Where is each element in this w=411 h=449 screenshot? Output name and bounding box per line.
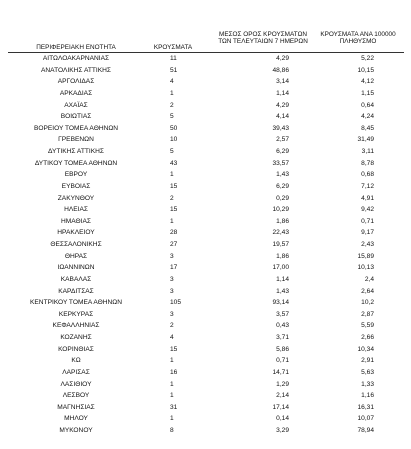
cases-cell: 4 xyxy=(170,78,174,86)
cases-cell: 17 xyxy=(170,264,178,272)
rate-cell: 8,45 xyxy=(361,124,374,132)
region-name-cell: ΒΟΙΩΤΙΑΣ xyxy=(60,113,92,121)
cases-cell: 28 xyxy=(170,229,178,237)
table-row xyxy=(0,309,411,321)
cases-cell: 105 xyxy=(170,299,182,307)
header-rate-line2: ΠΛΗΘΥΣΜΟ xyxy=(339,38,377,46)
avg-cell: 1,29 xyxy=(276,380,289,388)
cases-cell: 3 xyxy=(170,252,174,260)
table-row xyxy=(0,169,411,181)
rate-cell: 16,31 xyxy=(357,403,374,411)
header-cases: ΚΡΟΥΣΜΑΤΑ xyxy=(153,44,193,51)
table-row xyxy=(0,344,411,356)
region-name-cell: ΜΑΓΝΗΣΙΑΣ xyxy=(57,403,95,411)
avg-cell: 1,86 xyxy=(276,252,289,260)
table-row xyxy=(0,204,411,216)
table-row xyxy=(0,65,411,77)
rate-cell: 2,66 xyxy=(361,334,374,341)
header-cases-per-100k xyxy=(312,31,404,45)
avg-cell: 4,29 xyxy=(276,55,289,62)
table-row xyxy=(0,123,411,135)
region-name-cell: ΙΩΑΝΝΙΝΩΝ xyxy=(57,264,95,272)
cases-cell: 31 xyxy=(170,403,178,411)
cases-cell: 2 xyxy=(170,194,174,202)
avg-cell: 3,57 xyxy=(276,310,289,318)
rate-cell: 10,2 xyxy=(361,299,374,307)
cases-cell: 2 xyxy=(170,322,174,330)
cases-cell: 8 xyxy=(170,427,174,434)
region-name-cell: ΔΥΤΙΚΟΥ ΤΟΜΕΑ ΑΘΗΝΩΝ xyxy=(34,159,118,167)
cases-cell: 15 xyxy=(170,345,178,353)
region-name-cell: ΚΕΝΤΡΙΚΟΥ ΤΟΜΕΑ ΑΘΗΝΩΝ xyxy=(30,299,122,307)
cases-cell: 1 xyxy=(170,357,174,365)
region-name-cell: ΓΡΕΒΕΝΩΝ xyxy=(58,136,94,144)
avg-cell: 3,14 xyxy=(276,78,289,86)
table-row xyxy=(0,100,411,112)
rate-cell: 4,12 xyxy=(361,78,374,86)
region-name-cell: ΗΛΕΙΑΣ xyxy=(64,206,88,214)
region-name-cell: ΗΜΑΘΙΑΣ xyxy=(61,217,91,225)
avg-cell: 1,14 xyxy=(276,89,289,97)
region-name-cell: ΚΑΒΑΛΑΣ xyxy=(60,275,92,283)
cases-cell: 11 xyxy=(170,55,177,62)
avg-cell: 2,57 xyxy=(276,136,289,144)
header-seven-day-average xyxy=(218,31,308,45)
rate-cell: 31,49 xyxy=(357,136,374,144)
region-name-cell: ΘΕΣΣΑΛΟΝΙΚΗΣ xyxy=(50,241,102,248)
rate-cell: 2,64 xyxy=(361,287,374,295)
cases-cell: 1 xyxy=(170,89,174,97)
avg-cell: 93,14 xyxy=(272,299,289,307)
rate-cell: 9,42 xyxy=(361,206,374,214)
cases-cell: 1 xyxy=(170,380,174,388)
table-row xyxy=(0,239,411,251)
avg-cell: 0,71 xyxy=(276,357,289,365)
header-avg-line2: ΤΩΝ ΤΕΛΕΥΤΑΙΩΝ 7 ΗΜΕΡΩΝ xyxy=(218,38,308,46)
region-name-cell: ΑΙΤΩΛΟΑΚΑΡΝΑΝΙΑΣ xyxy=(42,55,110,62)
avg-cell: 17,00 xyxy=(272,264,289,272)
avg-cell: 17,14 xyxy=(272,403,289,411)
avg-cell: 0,14 xyxy=(276,415,289,423)
region-name-cell: ΚΟΖΑΝΗΣ xyxy=(60,334,92,341)
cases-cell: 16 xyxy=(170,368,178,376)
rate-cell: 1,15 xyxy=(361,89,374,97)
avg-cell: 4,14 xyxy=(276,113,289,121)
region-name-cell: ΖΑΚΥΝΘΟΥ xyxy=(57,194,95,202)
rate-cell: 5,63 xyxy=(361,368,374,376)
rate-cell: 15,89 xyxy=(357,252,374,260)
rate-cell: 0,64 xyxy=(361,101,374,109)
table-row xyxy=(0,286,411,298)
region-name-cell: ΚΑΡΔΙΤΣΑΣ xyxy=(58,287,94,295)
avg-cell: 1,86 xyxy=(276,217,289,225)
cases-cell: 1 xyxy=(170,415,174,423)
table-row xyxy=(0,332,411,344)
avg-cell: 48,86 xyxy=(272,66,289,74)
avg-cell: 22,43 xyxy=(272,229,289,237)
header-region: ΠΕΡΙΦΕΡΕΙΑΚΗ ΕΝΟΤΗΤΑ xyxy=(36,44,116,51)
table-row xyxy=(0,402,411,414)
rate-cell: 8,78 xyxy=(361,159,374,167)
cases-cell: 3 xyxy=(170,287,174,295)
cases-cell: 1 xyxy=(170,392,174,400)
avg-cell: 0,29 xyxy=(276,194,289,202)
cases-cell: 5 xyxy=(170,113,174,121)
region-name-cell: ΜΥΚΟΝΟΥ xyxy=(59,427,93,434)
table-row xyxy=(0,134,411,146)
rate-cell: 2,91 xyxy=(361,357,374,365)
avg-cell: 14,71 xyxy=(272,368,289,376)
table-row xyxy=(0,379,411,391)
table-row xyxy=(0,425,411,437)
rate-cell: 4,91 xyxy=(361,194,374,202)
table-row xyxy=(0,320,411,332)
rate-cell: 5,59 xyxy=(361,322,374,330)
region-name-cell: ΘΗΡΑΣ xyxy=(64,252,88,260)
cases-cell: 15 xyxy=(170,182,178,190)
header-rate-line1: ΚΡΟΥΣΜΑΤΑ ΑΝΑ 100000 xyxy=(320,31,396,38)
region-name-cell: ΚΩ xyxy=(71,357,81,365)
avg-cell: 0,43 xyxy=(276,322,289,330)
rate-cell: 2,87 xyxy=(361,310,374,318)
cases-cell: 27 xyxy=(170,241,178,248)
rate-cell: 10,07 xyxy=(357,415,374,423)
cases-cell: 1 xyxy=(170,171,174,179)
avg-cell: 4,29 xyxy=(276,101,289,109)
table-row xyxy=(0,193,411,205)
table-body xyxy=(0,53,411,437)
table-row xyxy=(0,262,411,274)
avg-cell: 3,29 xyxy=(276,427,289,434)
avg-cell: 39,43 xyxy=(272,124,289,132)
table-row xyxy=(0,53,411,65)
table-row xyxy=(0,146,411,158)
region-name-cell: ΕΒΡΟΥ xyxy=(64,171,88,179)
region-name-cell: ΚΕΡΚΥΡΑΣ xyxy=(58,310,94,318)
cases-cell: 10 xyxy=(170,136,178,144)
rate-cell: 10,15 xyxy=(357,66,374,74)
cases-cell: 2 xyxy=(170,101,174,109)
cases-cell: 3 xyxy=(170,275,174,283)
table-row xyxy=(0,227,411,239)
table-row xyxy=(0,367,411,379)
rate-cell: 2,4 xyxy=(364,275,374,283)
rate-cell: 1,16 xyxy=(361,392,374,400)
region-name-cell: ΑΡΓΟΛΙΔΑΣ xyxy=(57,78,95,86)
region-name-cell: ΔΥΤΙΚΗΣ ΑΤΤΙΚΗΣ xyxy=(48,148,104,155)
table-row xyxy=(0,111,411,123)
cases-cell: 4 xyxy=(170,334,174,341)
table-row xyxy=(0,216,411,228)
rate-cell: 4,24 xyxy=(361,113,374,121)
region-name-cell: ΑΝΑΤΟΛΙΚΗΣ ΑΤΤΙΚΗΣ xyxy=(41,66,111,74)
rate-cell: 7,12 xyxy=(361,182,374,190)
table-row xyxy=(0,274,411,286)
table-row xyxy=(0,251,411,263)
region-name-cell: ΗΡΑΚΛΕΙΟΥ xyxy=(57,229,95,237)
table-row xyxy=(0,76,411,88)
rate-cell: 5,22 xyxy=(361,55,374,62)
table-row xyxy=(0,88,411,100)
cases-cell: 51 xyxy=(170,66,178,74)
avg-cell: 2,14 xyxy=(276,392,289,400)
region-name-cell: ΑΧΑΪΑΣ xyxy=(64,101,88,109)
rate-cell: 10,34 xyxy=(357,345,374,353)
rate-cell: 0,68 xyxy=(361,171,374,179)
avg-cell: 1,43 xyxy=(276,287,289,295)
region-name-cell: ΑΡΚΑΔΙΑΣ xyxy=(59,89,93,97)
region-name-cell: ΛΑΡΙΣΑΣ xyxy=(62,368,90,376)
rate-cell: 3,11 xyxy=(361,148,374,155)
region-name-cell: ΚΟΡΙΝΘΙΑΣ xyxy=(58,345,94,353)
avg-cell: 1,14 xyxy=(276,275,289,283)
region-name-cell: ΚΕΦΑΛΛΗΝΙΑΣ xyxy=(52,322,100,330)
avg-cell: 1,43 xyxy=(276,171,289,179)
avg-cell: 19,57 xyxy=(272,241,289,248)
table-row xyxy=(0,158,411,170)
region-name-cell: ΛΑΣΙΘΙΟΥ xyxy=(60,380,92,388)
table-row xyxy=(0,181,411,193)
rate-cell: 1,33 xyxy=(361,380,374,388)
cases-cell: 3 xyxy=(170,310,174,318)
table-row xyxy=(0,297,411,309)
region-name-cell: ΜΗΛΟΥ xyxy=(64,415,88,423)
avg-cell: 3,71 xyxy=(276,334,289,341)
table-row xyxy=(0,413,411,425)
table-row xyxy=(0,390,411,402)
rate-cell: 2,43 xyxy=(361,241,374,248)
region-name-cell: ΒΟΡΕΙΟΥ ΤΟΜΕΑ ΑΘΗΝΩΝ xyxy=(33,124,119,132)
cases-cell: 15 xyxy=(170,206,178,214)
region-name-cell: ΛΕΣΒΟΥ xyxy=(62,392,90,400)
cases-cell: 1 xyxy=(170,217,174,225)
header-avg-line1: ΜΕΣΟΣ ΟΡΟΣ ΚΡΟΥΣΜΑΤΩΝ xyxy=(219,31,307,38)
table-row xyxy=(0,355,411,367)
cases-cell: 5 xyxy=(170,148,174,155)
avg-cell: 5,86 xyxy=(276,345,289,353)
avg-cell: 6,29 xyxy=(276,182,289,190)
avg-cell: 6,29 xyxy=(276,148,289,155)
rate-cell: 10,13 xyxy=(357,264,374,272)
rate-cell: 9,17 xyxy=(361,229,374,237)
rate-cell: 0,71 xyxy=(361,217,374,225)
cases-cell: 50 xyxy=(170,124,178,132)
cases-cell: 43 xyxy=(170,159,178,167)
avg-cell: 10,29 xyxy=(272,206,289,214)
rate-cell: 78,94 xyxy=(357,427,374,434)
region-name-cell: ΕΥΒΟΙΑΣ xyxy=(61,182,91,190)
avg-cell: 33,57 xyxy=(272,159,289,167)
